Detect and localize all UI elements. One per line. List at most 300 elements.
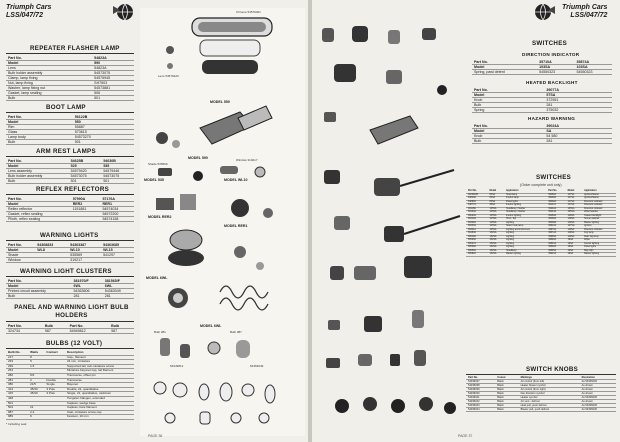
table-cell: Black — [495, 408, 518, 412]
table-cell: 55887 — [73, 125, 134, 130]
table-cell: Direction indicator — [582, 228, 616, 232]
table-cell: 5 — [28, 360, 44, 365]
table-cell — [44, 415, 65, 420]
direction-table — [472, 60, 612, 75]
table-cell: Transverse — [65, 378, 134, 383]
table-header-cell: Part No. — [6, 197, 71, 202]
warning-table — [6, 243, 134, 263]
brand-code: LSS/047/72 — [570, 12, 608, 19]
table-header-cell: 54823A — [92, 56, 134, 61]
table-cell: 239 — [6, 364, 28, 369]
switches-title: SWITCHES — [532, 40, 568, 47]
table-cell: Headlamp / flasher — [504, 207, 546, 211]
table-cell: Bulb — [472, 103, 544, 108]
table-cell: Direction indicator — [582, 200, 616, 204]
table-cell: 39240A — [546, 207, 565, 211]
table-header-cell: 57SA — [544, 93, 612, 98]
table-cell: Bulb — [6, 140, 73, 145]
table-cell: Head / side lamp — [504, 225, 546, 229]
switches2-title: SWITCHES — [536, 174, 572, 181]
table-cell: 54363049 — [103, 289, 134, 294]
table-cell: 233 — [6, 360, 28, 365]
divider — [6, 194, 134, 195]
table-header-cell: 535 — [101, 164, 134, 169]
table-cell: 117SA — [566, 200, 583, 204]
callout: Chrome 54579401 — [236, 10, 261, 14]
table-cell: 217 — [6, 355, 28, 360]
table-cell: As shown — [580, 384, 616, 388]
table-cell: 39080A — [546, 193, 565, 197]
table-cell: Ignition/Starter — [582, 197, 616, 201]
table-cell: Glass — [6, 130, 73, 135]
brand-header — [562, 4, 607, 20]
model-label: MODEL 6WL — [146, 276, 168, 280]
table-cell: 39895A — [546, 249, 565, 253]
table-cell: 535569 — [68, 253, 101, 258]
table-header-cell: Model — [472, 65, 537, 70]
heated-table — [472, 88, 612, 113]
model-label: MODEL RER2 — [148, 215, 172, 219]
armrest-title: ARM REST LAMPS — [36, 148, 96, 155]
table-cell: Air vent - defrost — [519, 400, 580, 404]
table-cell: Head lamp — [504, 193, 546, 197]
table-cell: 1151881 — [71, 207, 101, 212]
table-cell: Capless, bare filament — [65, 406, 134, 411]
table-cell: Spring — [472, 108, 544, 113]
table-row — [6, 415, 134, 420]
table-row — [6, 294, 134, 299]
table-cell: 281 — [72, 294, 103, 299]
table-cell: Interior lighting — [504, 214, 546, 218]
table-header-cell: Part No. — [546, 190, 565, 193]
table-cell: 54573881 — [92, 86, 134, 91]
table-cell: 987 — [109, 329, 134, 334]
table-cell: 39872A — [546, 232, 565, 236]
table-cell: 24 mm, miniature — [65, 360, 134, 365]
table-cell: 39525A — [466, 239, 488, 243]
table-cell: Air control (from left) — [519, 380, 580, 384]
switches2-table — [466, 190, 616, 257]
table-cell: Wiper/washer — [582, 211, 616, 215]
table-cell: Direction indicator — [582, 204, 616, 208]
clusters-table — [6, 279, 134, 299]
table-cell: Headlamp / flasher — [504, 211, 546, 215]
reflex-table — [6, 197, 134, 222]
table-cell: Panel lights — [582, 246, 616, 250]
table-header-cell: Bulb — [109, 324, 134, 329]
table-cell: 152SA — [488, 246, 505, 250]
table-cell: 39310A — [466, 218, 488, 222]
table-cell: Lighting — [504, 242, 546, 246]
table-cell: 54336037 — [466, 380, 495, 384]
table-cell: Direction indicator — [582, 207, 616, 211]
table-header-cell: 57176A — [100, 197, 134, 202]
table-header-cell: 54630B — [101, 159, 134, 164]
table-cell: 54550323 — [537, 70, 574, 75]
table-row — [6, 217, 134, 222]
table-header-cell: Part No. — [6, 115, 73, 120]
table-cell: 54823A — [92, 66, 134, 71]
table-cell: 39244A — [546, 211, 565, 215]
table-cell: Lighting — [504, 239, 546, 243]
table-cell: 501 — [73, 140, 134, 145]
table-cell: As 54336036 — [580, 396, 616, 400]
table-header-cell: 103SA — [575, 65, 612, 70]
table-header-cell: WL8 — [35, 248, 68, 253]
table-cell: 19SA — [566, 242, 583, 246]
table-header-cell: Model — [472, 93, 544, 98]
table-cell: Screen washer — [582, 218, 616, 222]
table-cell: 119SA — [566, 232, 583, 236]
table-cell: 119SA — [566, 218, 583, 222]
table-cell: 987 — [43, 329, 68, 334]
table-cell: 39134A — [466, 211, 488, 215]
table-cell: Wiper — [582, 239, 616, 243]
table-cell: 989 — [6, 415, 28, 420]
table-cell: 39508A — [546, 221, 565, 225]
table-header-cell: 525 — [69, 164, 102, 169]
table-cell: 1.5 — [28, 364, 44, 369]
table-cell: Lighting — [504, 246, 546, 250]
table-cell: 54550323 — [575, 70, 612, 75]
table-cell: Double — [44, 378, 65, 383]
table-row — [6, 179, 134, 184]
table-cell: 501 — [101, 179, 134, 184]
table-cell: 54575945 — [92, 76, 134, 81]
table-row — [6, 169, 134, 174]
table-cell: Miniature bayonet cap, tail filament — [65, 369, 134, 374]
table-header-cell: 54368833 — [35, 243, 68, 248]
table-row — [6, 96, 134, 101]
repeater-table — [6, 56, 134, 101]
table-header-cell: Bulb — [43, 324, 68, 329]
table-header-cell: 54625B — [69, 159, 102, 164]
reflex-title: REFLEX REFLECTORS — [36, 186, 110, 193]
table-cell: Black — [495, 380, 518, 384]
boot-table — [6, 115, 134, 145]
table-cell: Supported tail, sub-miniature screw — [65, 364, 134, 369]
table-cell: 54336044 — [466, 408, 495, 412]
table-cell: 83SA — [488, 193, 505, 197]
table-cell: Gasket, reflex sealing — [6, 212, 71, 217]
table-cell: 415 — [6, 392, 28, 397]
bulbs-title: BULBS (12 VOLT) — [46, 340, 103, 347]
table-cell: 21/5 — [28, 383, 44, 388]
table-cell: 39890A — [546, 239, 565, 243]
table-cell: 414 — [6, 387, 28, 392]
callout: Lens 54579420 — [158, 74, 179, 78]
table-cell: 54574034 — [100, 207, 134, 212]
heated-subtitle: HEATED BACKLIGHT — [526, 80, 578, 85]
table-cell: 54336043 — [466, 404, 495, 408]
table-header-cell: Part No. — [466, 376, 495, 380]
table-cell: Horn / dip — [504, 218, 546, 222]
table-cell: 39092A — [546, 200, 565, 204]
table-header-cell: 550 — [73, 120, 134, 125]
table-cell: Map light — [582, 249, 616, 253]
table-cell: Window — [6, 258, 35, 263]
table-cell: 83SA — [488, 197, 505, 201]
divider — [6, 276, 134, 277]
triumph-globe-logo — [112, 2, 138, 22]
table-cell: Heated backlight — [582, 214, 616, 218]
table-cell: 2 — [28, 378, 44, 383]
table-row — [472, 108, 612, 113]
table-cell: Headlamp — [504, 249, 546, 253]
table-header-cell: 57990A — [71, 197, 101, 202]
table-cell: 39528A — [466, 246, 488, 250]
warning-title: WARNING LIGHTS — [40, 232, 99, 239]
table-cell: 6 — [28, 415, 44, 420]
table-cell: 34877A — [466, 204, 488, 208]
table-cell: Blower pull, push defrost — [519, 408, 580, 412]
clusters-title: WARNING LIGHT CLUSTERS — [20, 268, 112, 275]
table-cell: Bulb — [472, 139, 544, 144]
brand-header — [6, 4, 51, 20]
table-cell: Double, 21, quantitative — [65, 387, 134, 392]
repeater-title: REPEATER FLASHER LAMP — [30, 45, 120, 52]
table-cell: Tungsten halogen, extended — [65, 396, 134, 401]
table-header-cell: Model — [6, 164, 69, 169]
table-cell: 39332A — [466, 221, 488, 225]
switches-illustration — [314, 20, 464, 438]
table-header-cell: Part No. — [6, 243, 35, 248]
divider — [6, 321, 134, 322]
brand-name: Triumph Cars — [562, 4, 608, 11]
table-header-cell: Model — [488, 190, 505, 193]
table-cell: 19SA — [566, 239, 583, 243]
callout: Bulb 987 — [230, 330, 242, 334]
table-row — [466, 253, 616, 257]
table-cell: 117SA — [566, 204, 583, 208]
table-cell: 127SA — [566, 225, 583, 229]
model-label: MODEL 550 — [210, 100, 230, 104]
table-cell: Bulb holder assembly — [6, 174, 69, 179]
table-cell: 117SA — [566, 197, 583, 201]
table-header-cell: Model — [472, 129, 544, 134]
table-cell: 39891A — [546, 242, 565, 246]
table-cell: 281 — [544, 103, 612, 108]
table-header-cell: Model — [6, 202, 71, 207]
table-cell: 152SA — [488, 242, 505, 246]
page-number: PAGE 36 — [148, 434, 163, 438]
table-row — [472, 70, 612, 75]
direction-subtitle: DIRECTION INDICATOR — [522, 52, 580, 57]
table-cell: Black — [495, 396, 518, 400]
model-label: MODEL RER1 — [224, 224, 248, 228]
table-cell: As 54336036 — [580, 380, 616, 384]
table-cell: 125SA — [488, 211, 505, 215]
table-cell: Interior lighting — [504, 204, 546, 208]
table-cell: Lens assembly — [6, 169, 69, 174]
table-cell: 281 — [544, 139, 612, 144]
table-cell: 39101J — [546, 204, 565, 208]
table-row — [6, 329, 134, 334]
model-label: MODEL 535 — [144, 178, 164, 182]
table-cell: Bayonet — [65, 383, 134, 388]
table-cell: Lighting — [504, 235, 546, 239]
table-cell: 39333A — [466, 225, 488, 229]
table-cell: 83SA — [488, 200, 505, 204]
callout: Bulb 281 — [154, 330, 166, 334]
table-cell: 39115E — [466, 207, 488, 211]
table-cell: 501 — [69, 179, 102, 184]
table-cell: 39582A — [466, 253, 488, 257]
divider — [6, 156, 134, 157]
table-cell: 324734 — [6, 329, 43, 334]
table-cell: Ignition/Starter — [582, 193, 616, 197]
table-cell: 152SA — [488, 253, 505, 257]
table-cell: 987 — [6, 410, 28, 415]
table-cell: 506 — [92, 91, 134, 96]
table-header-cell: Bulb No. — [6, 351, 28, 355]
table-header-cell: 35874A — [575, 60, 612, 65]
table-cell: 45/40 — [28, 387, 44, 392]
table-header-cell: 103SA — [537, 65, 574, 70]
table-cell: 3 Pole — [44, 392, 65, 397]
panel-title: PANEL AND WARNING LIGHT BULB HOLDERS — [14, 304, 129, 319]
table-cell: 8 — [28, 355, 44, 360]
table-cell: 54579446 — [101, 169, 134, 174]
table-cell: 380 — [6, 383, 28, 388]
table-cell: 54573075 — [69, 174, 102, 179]
knobs-title: SWITCH KNOBS — [526, 366, 579, 373]
table-cell: 54574158 — [100, 217, 134, 222]
brand-code: LSS/047/72 — [6, 12, 43, 19]
table-header-cell: Part No. — [68, 324, 109, 329]
table-header-cell: Description — [65, 351, 134, 355]
table-cell: 125SA — [488, 207, 505, 211]
table-cell: 372951 — [544, 98, 612, 103]
table-cell: 2.2 — [28, 410, 44, 415]
parts-diagram — [140, 8, 305, 436]
panel-table — [6, 324, 134, 334]
table-cell: 501 — [6, 401, 28, 406]
table-cell: 280 — [6, 373, 28, 378]
table-cell: Nut, lamp fixing — [6, 81, 92, 86]
table-row — [6, 140, 134, 145]
table-cell: 254 — [6, 369, 28, 374]
triumph-globe-logo — [530, 2, 556, 22]
table-cell: Interior lighting — [582, 242, 616, 246]
divider — [6, 53, 134, 54]
table-cell: Lamp body — [6, 135, 73, 140]
table-cell: 39518A — [466, 235, 488, 239]
callout: 54363049 — [250, 364, 264, 368]
table-cell: Capless, wedge base — [65, 401, 134, 406]
table-cell: Plinth, reflex sealing — [6, 217, 71, 222]
table-header-cell: Watts — [28, 351, 44, 355]
table-cell: Single — [44, 383, 65, 388]
table-cell: Knob — [472, 98, 544, 103]
table-cell: Lighting — [504, 221, 546, 225]
table-cell — [35, 258, 68, 263]
table-header-cell: 54363685 — [101, 243, 134, 248]
table-cell: SH7503 — [92, 81, 134, 86]
table-header-cell: 56122B — [73, 115, 134, 120]
table-cell: 39480A — [546, 214, 565, 218]
callout: Window 319217 — [236, 158, 258, 162]
table-cell: Black — [495, 384, 518, 388]
table-cell: Cast, miniature screw cap — [65, 410, 134, 415]
brand-name: Triumph Cars — [6, 4, 52, 11]
table-cell: 54573075 — [92, 71, 134, 76]
table-cell: Lens — [6, 66, 92, 71]
table-cell: 152SA — [488, 232, 505, 236]
table-header-cell: Contact — [44, 351, 65, 355]
table-cell: 39810A — [546, 225, 565, 229]
table-header-cell: Model — [6, 61, 92, 66]
table-header-cell: Part No. — [472, 60, 537, 65]
model-label: MODEL 590 — [188, 156, 208, 160]
table-cell: Master lighting — [582, 253, 616, 257]
hazard-subtitle: HAZARD WARNING — [528, 116, 576, 121]
table-cell: 375032 — [544, 108, 612, 113]
table-cell: 45/40 — [28, 392, 44, 397]
divider — [6, 348, 134, 349]
table-cell: 145SA — [488, 228, 505, 232]
table-cell: Black — [495, 404, 518, 408]
table-cell: Cap-, filament — [65, 355, 134, 360]
table-header-cell: Part No. — [472, 124, 544, 129]
table-cell: Spring, pawl detent — [472, 70, 537, 75]
table-header-cell: 6WL — [72, 284, 103, 289]
table-cell: Clamp, lamp fixing — [6, 76, 92, 81]
table-cell: 152SA — [488, 249, 505, 253]
table-cell: Rim — [6, 125, 73, 130]
table-header-cell: WL10 — [68, 248, 101, 253]
table-cell: 34849A — [466, 197, 488, 201]
table-header-cell: 39024A — [544, 124, 612, 129]
table-cell: 54336041 — [466, 396, 495, 400]
table-cell: 125SA — [566, 207, 583, 211]
hazard-table — [472, 124, 612, 144]
table-cell: 3 Pole — [44, 387, 65, 392]
table-cell: 319217 — [68, 258, 101, 263]
table-cell: Panel lights — [504, 200, 546, 204]
table-header-cell: Application — [504, 190, 546, 193]
table-header-cell: SA — [544, 129, 612, 134]
table-cell: Black — [495, 388, 518, 392]
table-cell: Printed circuit assembly — [6, 289, 72, 294]
table-cell: 19SA — [566, 249, 583, 253]
table-cell: 54336038 — [466, 384, 495, 388]
table-row — [466, 408, 616, 412]
table-cell: 152SA — [488, 239, 505, 243]
table-cell: As shown — [580, 400, 616, 404]
table-cell: 34860A — [466, 200, 488, 204]
table-header-cell: RER2 — [71, 202, 101, 207]
table-cell: Heater blower symbol — [519, 384, 580, 388]
table-cell: Rear fog lamp — [582, 235, 616, 239]
table-cell: 54579420 — [69, 169, 102, 174]
table-header-cell: Model — [6, 120, 73, 125]
table-cell: 38SA — [488, 204, 505, 208]
table-header-cell: RER1 — [100, 202, 134, 207]
knobs-table — [466, 376, 616, 412]
table-cell: Black — [495, 392, 518, 396]
table-cell: Knob — [472, 134, 544, 139]
table-cell: As 54336036 — [580, 404, 616, 408]
table-cell: 5/4 — [28, 373, 44, 378]
table-header-cell: 381970/F — [72, 279, 103, 284]
table-cell: 31808A/D — [466, 193, 488, 197]
table-cell: Bulb — [6, 294, 72, 299]
switches2-subtitle: (Order complete unit only) — [520, 183, 562, 187]
table-header-cell: Markings — [519, 376, 580, 380]
table-cell: 281 — [103, 294, 134, 299]
page-number: PAGE 37 — [458, 434, 473, 438]
